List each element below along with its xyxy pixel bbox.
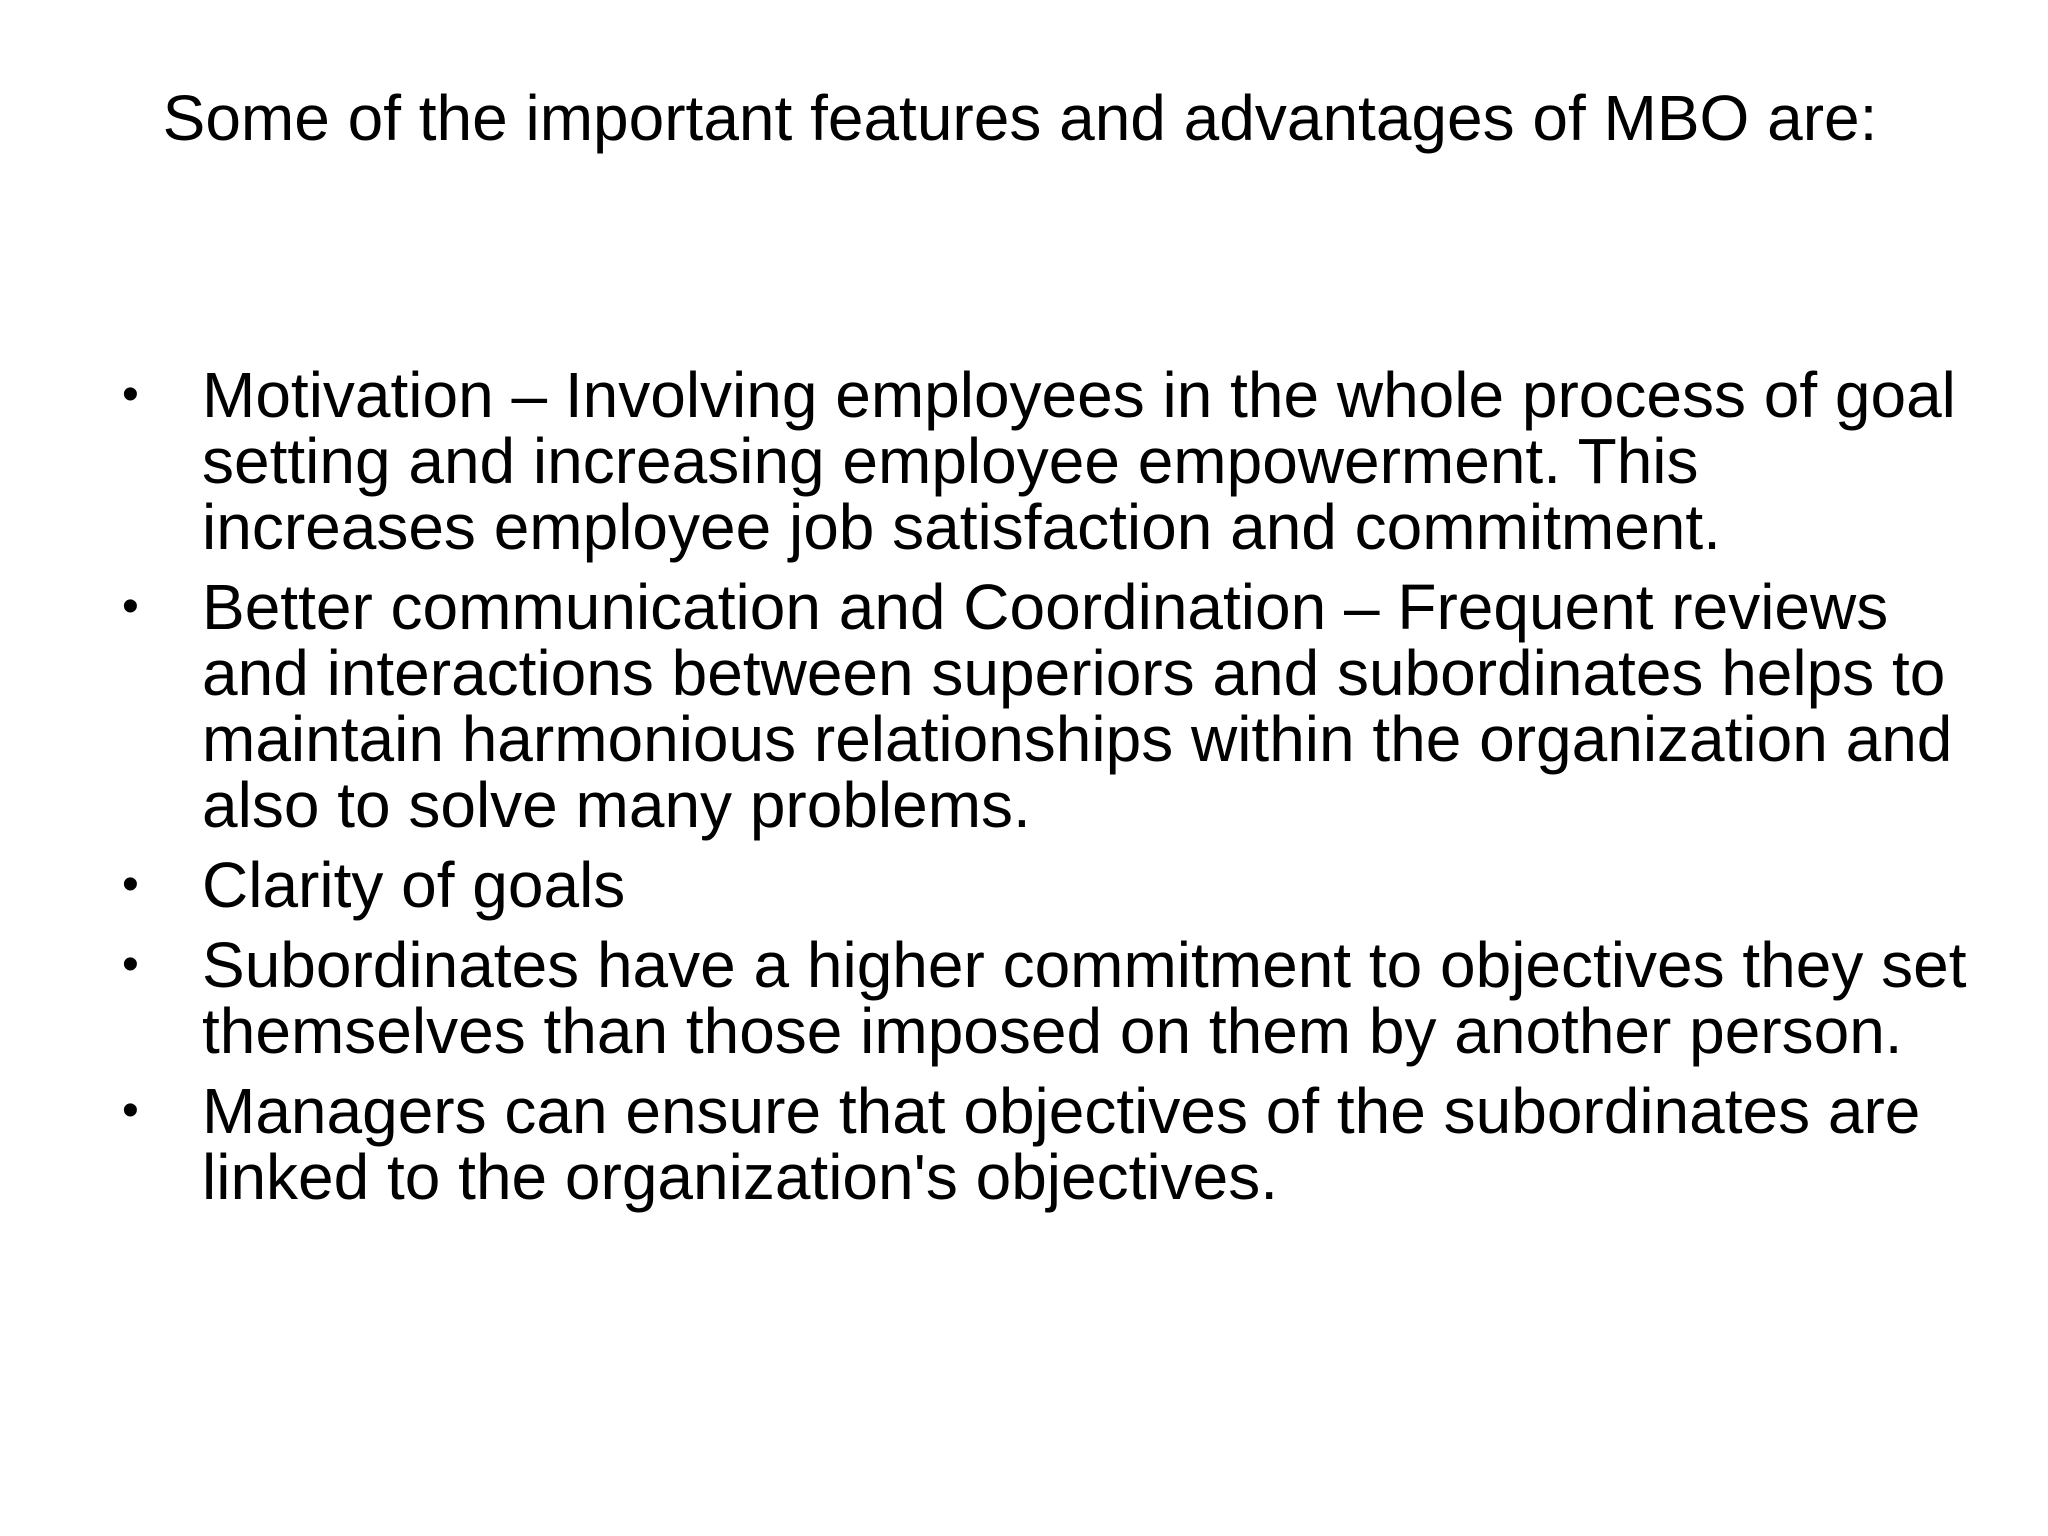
bullet-text: Motivation – Involving employees in the whole process of goal setting and increasing employee empowerment. This increases employee job satisfaction and commitment. [202, 359, 1956, 563]
bullet-item-alignment [122, 1075, 1982, 1213]
slide-title: Some of the important features and advantages of MBO are: [162, 82, 1878, 154]
bullet-dot-icon: • [122, 938, 139, 991]
bullet-item-clarity [122, 849, 1982, 921]
bullet-item-communication [122, 571, 1982, 841]
bullet-text: Clarity of goals [202, 849, 626, 921]
bullet-text: Managers can ensure that objectives of the subordinates are linked to the organization's objectives. [202, 1075, 1921, 1213]
bullet-item-motivation [122, 359, 1982, 563]
bullet-dot-icon: • [122, 1084, 139, 1137]
bullet-list [122, 359, 1982, 1224]
bullet-dot-icon: • [122, 368, 139, 421]
bullet-text: Subordinates have a higher commitment to objectives they set themselves than those imposed on them by another person. [202, 929, 1967, 1067]
bullet-dot-icon: • [122, 858, 139, 911]
bullet-item-commitment [122, 929, 1982, 1067]
bullet-dot-icon: • [122, 580, 139, 633]
bullet-text: Better communication and Coordination – Frequent reviews and interactions between superiors and subordinates helps to maintain harmonious relationships within the organization and also to solve many problems. [202, 571, 1953, 841]
